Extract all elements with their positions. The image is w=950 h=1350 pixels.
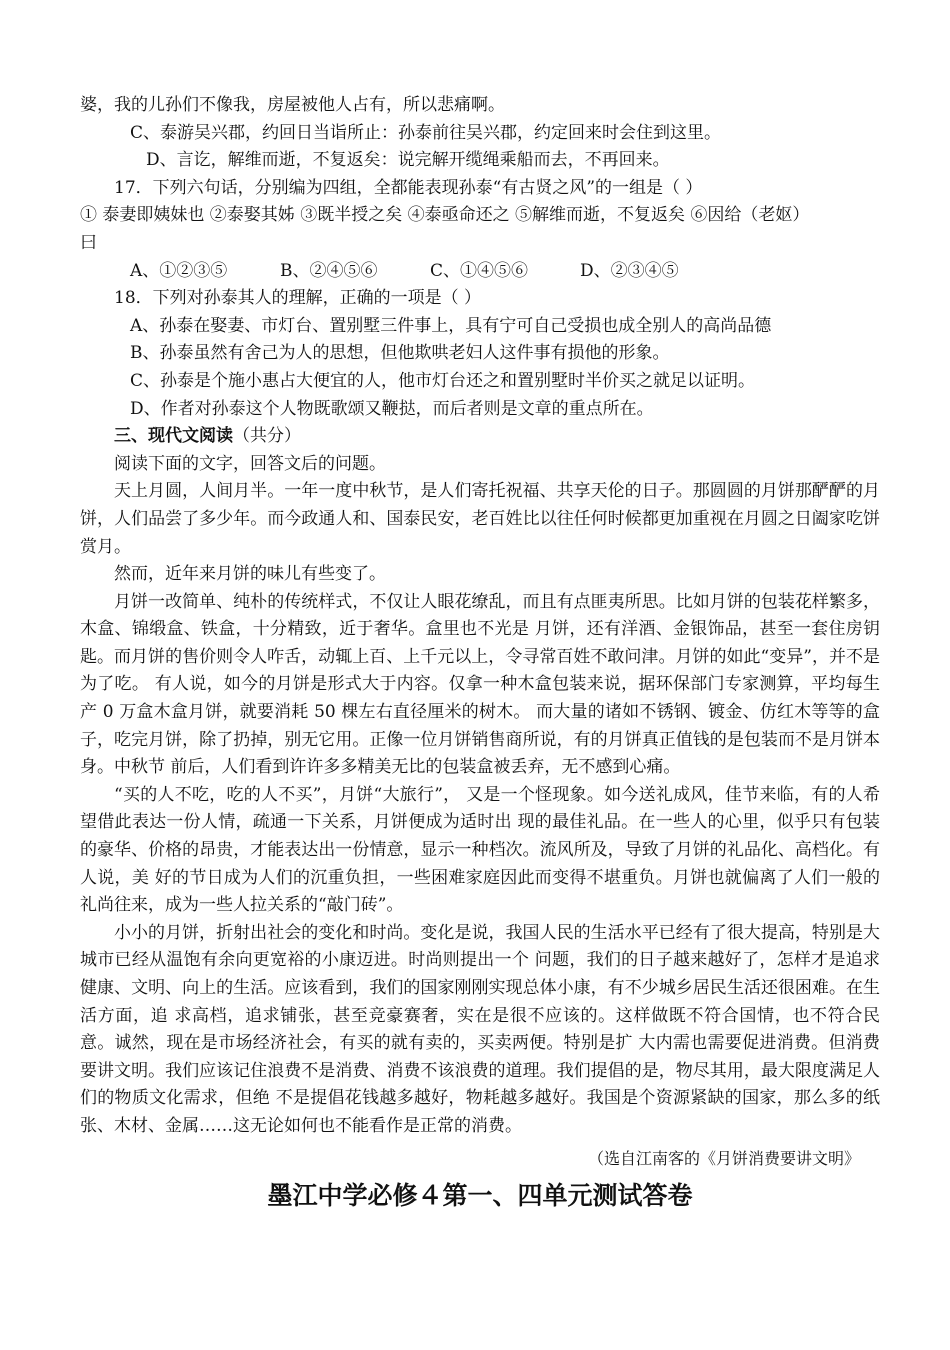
passage-paragraph-4: “买的人不吃，吃的人不买”，月饼“大旅行”， 又是一个怪现象。如今送礼成风，佳节来临，有的人希望借此表达一份人情，疏通一下关系，月饼便成为适时出 现的最佳礼品。在一些人的心里，似乎只有包装的豪华、价格的昂贵，才能表达出一份情意，显示一种档次。流风所及，导致了月饼的礼品化、高档化。有人说，美 好的节日成为人们的沉重负担，一些困难家庭因此而变得不堪重负。月饼也就偏离了人们一般的礼尚往来，成为一些人拉关系的“敲门砖”。 xyxy=(80,784,880,916)
text-line: 婆，我的儿孙们不像我，房屋被他人占有，所以悲痛啊。 xyxy=(80,95,505,115)
q18-option-a: A、孙泰在娶妻、市灯台、置别墅三件事上，具有宁可自己受损也成全别人的高尚品德 xyxy=(130,315,772,336)
question-17-items: ① 泰妻即姨妹也 ②泰娶其姊 ③既半授之矣 ④泰亟命还之 ⑤解维而逝，不复返矣 ⑥因给（老妪） xyxy=(80,205,810,226)
section-heading-line xyxy=(80,423,880,451)
passage-paragraph-1: 天上月圆，人间月半。一年一度中秋节，是人们寄托祝福、共享天伦的日子。那圆圆的月饼那酽酽的月饼，人们品尝了多少年。而今政通人和、国泰民安，老百姓比以往任何时候都更加重视在月圆之日阖家吃饼赏月。 xyxy=(80,481,880,557)
question-17: 17．下列六句话，分别编为四组，全都能表现孙泰“有古贤之风”的一组是（ ） xyxy=(114,177,703,198)
passage-paragraph-5: 小小的月饼，折射出社会的变化和时尚。变化是说，我国人民的生活水平已经有了很大提高，特别是大城市已经从温饱有余向更宽裕的小康迈进。时尚则提出一个 问题，我们的日子越来越好了，怎样才是追求健康、文明、向上的生活。应该看到，我们的国家刚刚实现总体小康，有不少城乡居民生活还很困难。在生活方面，追 求高档，追求铺张，甚至竞豪赛奢，实在是很不应该的。这样做既不符合国情，也不符合民意。诚然，现在是市场经济社会，有买的就有卖的，买卖两便。特别是扩 大内需也需要促进消费。但消费要讲文明。我们应该记住浪费不是消费、消费不该浪费的道理。我们提倡的是，物尽其用，最大限度满足人们的物质文化需求，但绝 不是提倡花钱越多越好，物耗越多越好。我国是个资源紧缺的国家，那么多的纸张、木材、金属……这无论如何也不能看作是正常的消费。 xyxy=(80,922,880,1136)
q17-option-b: B、②④⑤⑥ xyxy=(280,260,378,281)
section-heading: 三、现代文阅读 xyxy=(114,426,233,447)
passage-source: （选自江南客的《月饼消费要讲文明》 xyxy=(587,1148,860,1168)
q18-option-d: D、作者对孙泰这个人物既歌颂又鞭挞，而后者则是文章的重点所在。 xyxy=(130,398,654,419)
q17-option-a: A、①②③⑤ xyxy=(130,260,228,281)
q18-option-c: C、孙泰是个施小惠占大便宜的人，他市灯台还之和置别墅时半价买之就足以证明。 xyxy=(130,370,756,391)
q18-option-b: B、孙泰虽然有舍己为人的思想，但他欺哄老妇人这件事有损他的形象。 xyxy=(130,343,670,364)
passage-paragraph-2: 然而，近年来月饼的味儿有些变了。 xyxy=(114,564,386,585)
q17-option-d: D、②③④⑤ xyxy=(580,260,679,281)
answer-sheet-title: 墨江中学必修４第一、四单元测试答卷 xyxy=(267,1181,693,1211)
reading-instruction: 阅读下面的文字，回答文后的问题。 xyxy=(114,453,386,474)
answer-option-d: D、言讫，解维而逝，不复返矣：说完解开缆绳乘船而去，不再回来。 xyxy=(146,150,670,171)
q17-option-c: C、①④⑤⑥ xyxy=(430,260,529,281)
document-page xyxy=(80,92,880,1214)
question-17-options xyxy=(80,258,880,286)
question-18: 18．下列对孙泰其人的理解，正确的一项是（ ） xyxy=(114,288,482,309)
answer-option-c: C、泰游吴兴郡，约回日当诣所止：孙泰前往吴兴郡，约定回来时会住到这里。 xyxy=(130,122,722,143)
passage-paragraph-3: 月饼一改简单、纯朴的传统样式，不仅让人眼花缭乱，而且有点匪夷所思。比如月饼的包装花样繁多，木盒、锦缎盒、铁盒，十分精致，近于奢华。盒里也不光是 月饼，还有洋酒、金银饰品，甚至一套住房钥匙。而月饼的售价则令人咋舌，动辄上百、上千元以上，令寻常百姓不敢问津。月饼的如此“变异”，并不是为了吃。 有人说，如今的月饼是形式大于内容。仅拿一种木盒包装来说，据环保部门专家测算，平均每生产 0 万盒木盒月饼，就要消耗 50 棵左右直径厘米的树木。 而大量的诸如不锈钢、镀金、仿红木等等的盒子，吃完月饼，除了扔掉，别无它用。正像一位月饼销售商所说，有的月饼真正值钱的是包装而不是月饼本身。中秋节 前后，人们看到许许多多精美无比的包装盒被丢弃，无不感到心痛。 xyxy=(80,591,880,778)
question-17-items-cont: 曰 xyxy=(80,232,97,253)
section-note: （共分） xyxy=(233,426,301,447)
